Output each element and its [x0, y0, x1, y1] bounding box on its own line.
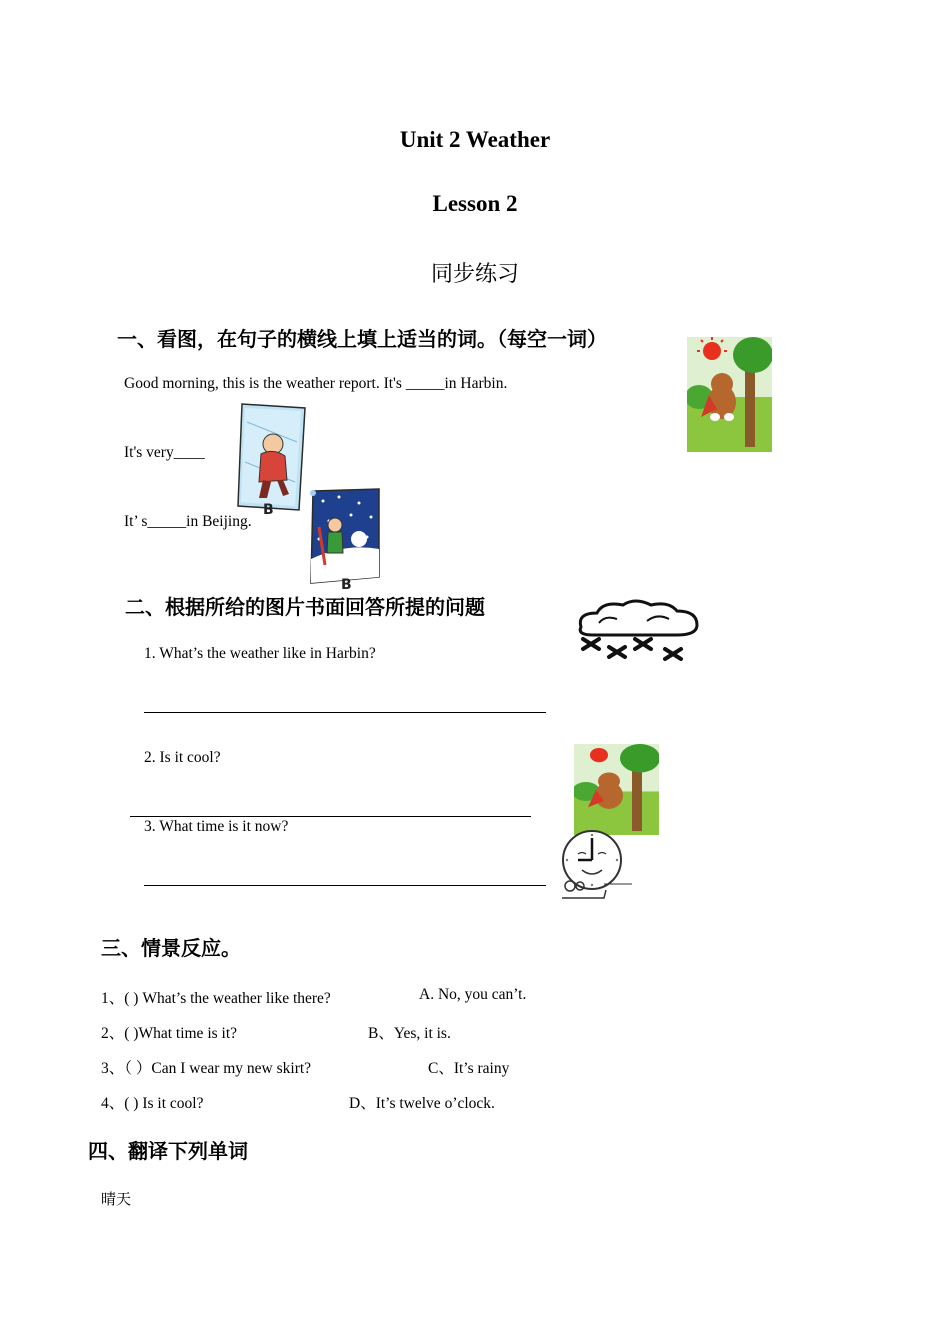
- cold-windy-image: [237, 402, 309, 516]
- section4-heading: 四、翻译下列单词: [88, 1139, 248, 1163]
- section2-question-2: 2. Is it cool?: [144, 749, 221, 766]
- section1-sentence-1: Good morning, this is the weather report. It's _____in Harbin.: [124, 375, 508, 392]
- section2-question-3: 3. What time is it now?: [144, 818, 289, 835]
- clock-icon: [558, 830, 634, 904]
- section1-sentence-2: It's very____: [124, 444, 205, 461]
- sunny-bear-image: [687, 337, 772, 452]
- section4-word-1: 晴天: [101, 1190, 132, 1208]
- section3-question-4: 4、( ) Is it cool?: [101, 1095, 204, 1112]
- section3-question-3: 3、（ ）Can I wear my new skirt?: [101, 1060, 312, 1077]
- sunny-bear-image-small: [574, 744, 659, 835]
- section3-answer-b: B、Yes, it is.: [368, 1025, 451, 1042]
- section2-question-1: 1. What’s the weather like in Harbin?: [144, 645, 376, 662]
- subtitle: 同步练习: [430, 262, 519, 287]
- page-title: Unit 2 Weather: [399, 127, 551, 152]
- answer-line-1[interactable]: [144, 712, 546, 713]
- section2-heading: 二、根据所给的图片书面回答所提的问题: [125, 595, 485, 619]
- answer-line-2[interactable]: [130, 816, 531, 817]
- section1-heading: 一、看图，在句子的横线上填上适当的词。（每空一词）: [117, 327, 607, 351]
- section3-answer-c: C、It’s rainy: [428, 1060, 510, 1077]
- snowy-image: [309, 487, 381, 591]
- section1-sentence-3: It’ s_____in Beijing.: [124, 513, 252, 530]
- lesson-title: Lesson 2: [432, 191, 518, 216]
- section3-question-2: 2、( )What time is it?: [101, 1025, 238, 1042]
- image-label-b: B: [341, 577, 352, 591]
- snow-cloud-icon: [573, 599, 701, 665]
- section3-heading: 三、情景反应。: [101, 936, 241, 960]
- section3-answer-d: D、It’s twelve o’clock.: [349, 1095, 495, 1112]
- answer-line-3[interactable]: [144, 885, 546, 886]
- image-label-b: B: [263, 502, 274, 516]
- section3-answer-a: A. No, you can’t.: [419, 986, 527, 1003]
- section3-question-1: 1、( ) What’s the weather like there?: [101, 990, 331, 1007]
